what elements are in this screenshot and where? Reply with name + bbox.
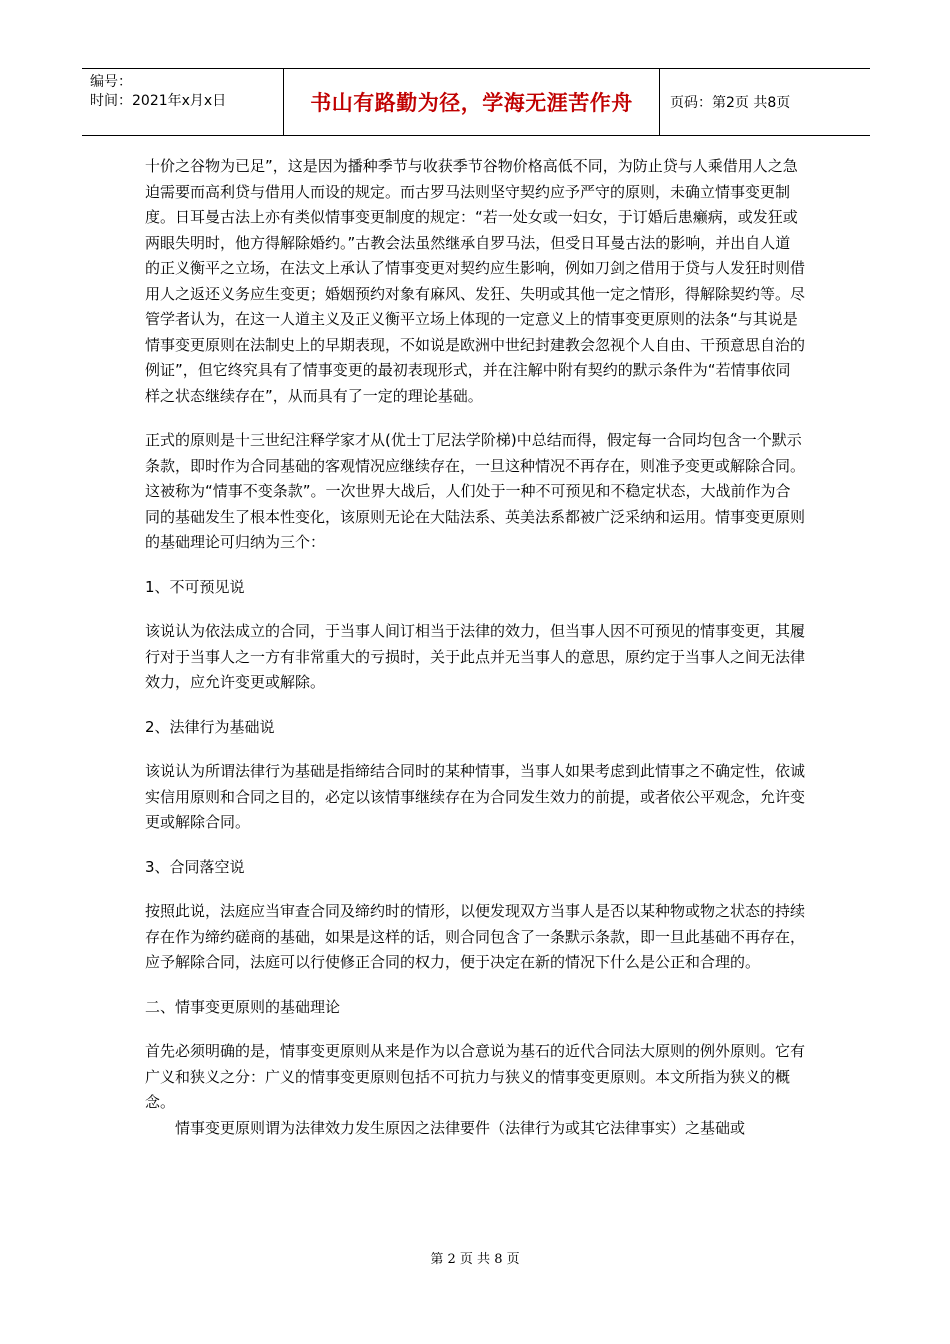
body-paragraph: 按照此说，法庭应当审查合同及缔约时的情形，以便发现双方当事人是否以某种物或物之状态的持续存在作为缔约磋商的基础，如果是这样的话，则合同包含了一条默示条款，即一旦此基础不再存在，应予解除合同，法庭可以行使修正合同的权力，便于决定在新的情况下什么是公正和合理的。 (145, 902, 806, 971)
header-page-label: 页码：第2页 共8页 (670, 95, 791, 111)
section-heading: 二、情事变更原则的基础理论 (145, 997, 341, 1016)
section-heading: 3、合同落空说 (145, 857, 245, 876)
section-heading: 2、法律行为基础说 (145, 717, 275, 736)
body-paragraph: 首先必须明确的是，情事变更原则从来是作为以合意说为基石的近代合同法大原则的例外原则。它有广义和狭义之分：广义的情事变更原则包括不可抗力与狭义的情事变更原则。本文所指为狭义的概念。 (145, 1042, 806, 1111)
body-paragraph: 该说认为所谓法律行为基础是指缔结合同时的某种情事，当事人如果考虑到此情事之不确定性，依诚实信用原则和合同之目的，必定以该情事继续存在为合同发生效力的前提，或者依公平观念，允许变更或解除合同。 (145, 762, 806, 831)
page-footer: 第 2 页 共 8 页 (430, 1252, 520, 1267)
page-header (82, 68, 870, 136)
body-paragraph: 情事变更原则谓为法律效力发生原因之法律要件（法律行为或其它法律事实）之基础或 (175, 1118, 746, 1137)
section-heading: 1、不可预见说 (145, 577, 245, 596)
body-paragraph: 正式的原则是十三世纪注释学家才从(优士丁尼法学阶梯)中总结而得，假定每一合同均包含一个默示条款，即时作为合同基础的客观情况应继续存在，一旦这种情况不再存在，则准予变更或解除合同。这被称为“情事不变条款”。一次世界大战后，人们处于一种不可预见和不稳定状态，大战前作为合同的基础发生了根本性变化，该原则无论在大陆法系、英美法系都被广泛采纳和运用。情事变更原则的基础理论可归纳为三个： (145, 431, 806, 551)
document-number-label: 编号： (90, 74, 132, 90)
document-time-label: 时间：2021年x月x日 (90, 93, 227, 109)
body-paragraph: 十价之谷物为已足”，这是因为播种季节与收获季节谷物价格高低不同，为防止贷与人乘借用人之急迫需要而高利贷与借用人而设的规定。而古罗马法则坚守契约应予严守的原则，未确立情事变更制度。日耳曼古法上亦有类似情事变更制度的规定：“若一处女或一妇女，于订婚后患癞病，或发狂或两眼失明时，他方得解除婚约。”古教会法虽然继承自罗马法，但受日耳曼古法的影响，并出自人道的正义衡平之立场，在法文上承认了情事变更对契约应生影响，例如刀剑之借用于贷与人发狂时则借用人之返还义务应生变更；婚姻预约对象有麻风、发狂、失明或其他一定之情形，得解除契约等。尽管学者认为，在这一人道主义及正义衡平立场上体现的一定意义上的情事变更原则的法条“与其说是情事变更原则在法制史上的早期表现，不如说是欧洲中世纪封建教会忽视个人自由、干预意思自治的例证”，但它终究具有了情事变更的最初表现形式，并在注解中附有契约的默示条件为“若情事依同样之状态继续存在”，从而具有了一定的理论基础。 (145, 157, 806, 405)
header-meta (82, 69, 284, 135)
body-paragraph: 该说认为依法成立的合同，于当事人间订相当于法律的效力，但当事人因不可预见的情事变更，其履行对于当事人之一方有非常重大的亏损时，关于此点并无当事人的意思，原约定于当事人之间无法律效力，应允许变更或解除。 (145, 622, 806, 691)
header-motto: 书山有路勤为径，学海无涯苦作舟 (284, 69, 660, 135)
document-body (145, 154, 805, 1141)
